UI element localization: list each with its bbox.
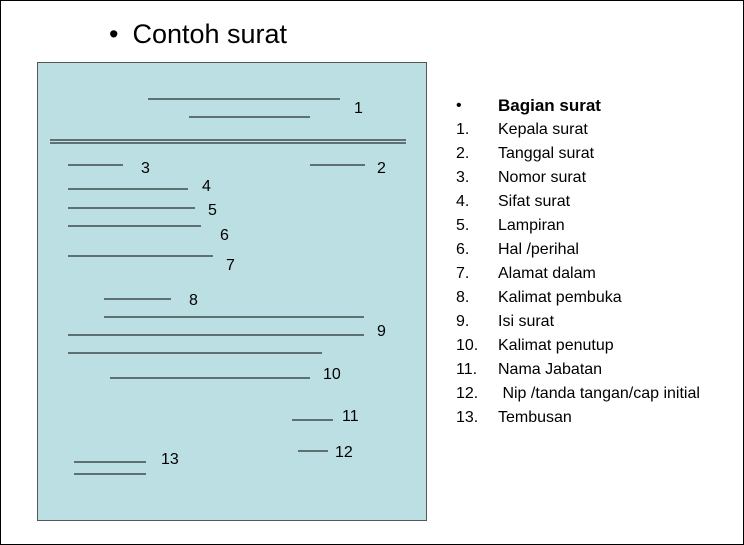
marker-8: 8: [189, 292, 198, 309]
item-number: 5.: [456, 217, 470, 234]
item-number: 1.: [456, 121, 470, 138]
item-number: 7.: [456, 265, 470, 282]
item-number: 2.: [456, 145, 470, 162]
item-label: Lampiran: [498, 217, 565, 234]
item-label: Nama Jabatan: [498, 361, 603, 378]
item-number: 11.: [456, 361, 478, 378]
legend-title: Bagian surat: [498, 96, 601, 115]
marker-6: 6: [220, 227, 229, 244]
item-label: Hal /perihal: [498, 241, 579, 258]
marker-4: 4: [202, 178, 211, 195]
marker-9: 9: [377, 323, 386, 340]
marker-10: 10: [323, 366, 341, 383]
item-label: Kalimat penutup: [498, 337, 614, 354]
item-number: 8.: [456, 289, 470, 306]
marker-3: 3: [141, 160, 150, 177]
item-label: Sifat surat: [498, 193, 571, 210]
legend-bullet: •: [456, 97, 462, 114]
letter-template-diagram: [37, 62, 427, 521]
item-label: Tanggal surat: [498, 145, 595, 162]
marker-12: 12: [335, 444, 353, 461]
item-number: 3.: [456, 169, 470, 186]
marker-11: 11: [342, 408, 359, 425]
item-label: Isi surat: [498, 313, 555, 330]
item-label: Kalimat pembuka: [498, 289, 622, 306]
marker-5: 5: [208, 202, 217, 219]
item-label: Kepala surat: [498, 121, 588, 138]
item-number: 6.: [456, 241, 470, 258]
letter-lines: [38, 63, 428, 522]
marker-7: 7: [226, 257, 235, 274]
title-text: Contoh surat: [132, 19, 288, 49]
marker-2: 2: [377, 160, 386, 177]
marker-13: 13: [161, 451, 179, 468]
item-number: 13.: [456, 409, 479, 426]
item-label: Alamat dalam: [498, 265, 596, 282]
item-number: 12.: [456, 385, 479, 402]
item-label: Nip /tanda tangan/cap initial: [498, 385, 700, 402]
slide-title: [109, 19, 287, 50]
item-number: 9.: [456, 313, 470, 330]
item-number: 4.: [456, 193, 470, 210]
marker-1: 1: [354, 100, 363, 117]
title-bullet: •: [109, 19, 119, 49]
item-label: Tembusan: [498, 409, 572, 426]
item-label: Nomor surat: [498, 169, 587, 186]
item-number: 10.: [456, 337, 479, 354]
